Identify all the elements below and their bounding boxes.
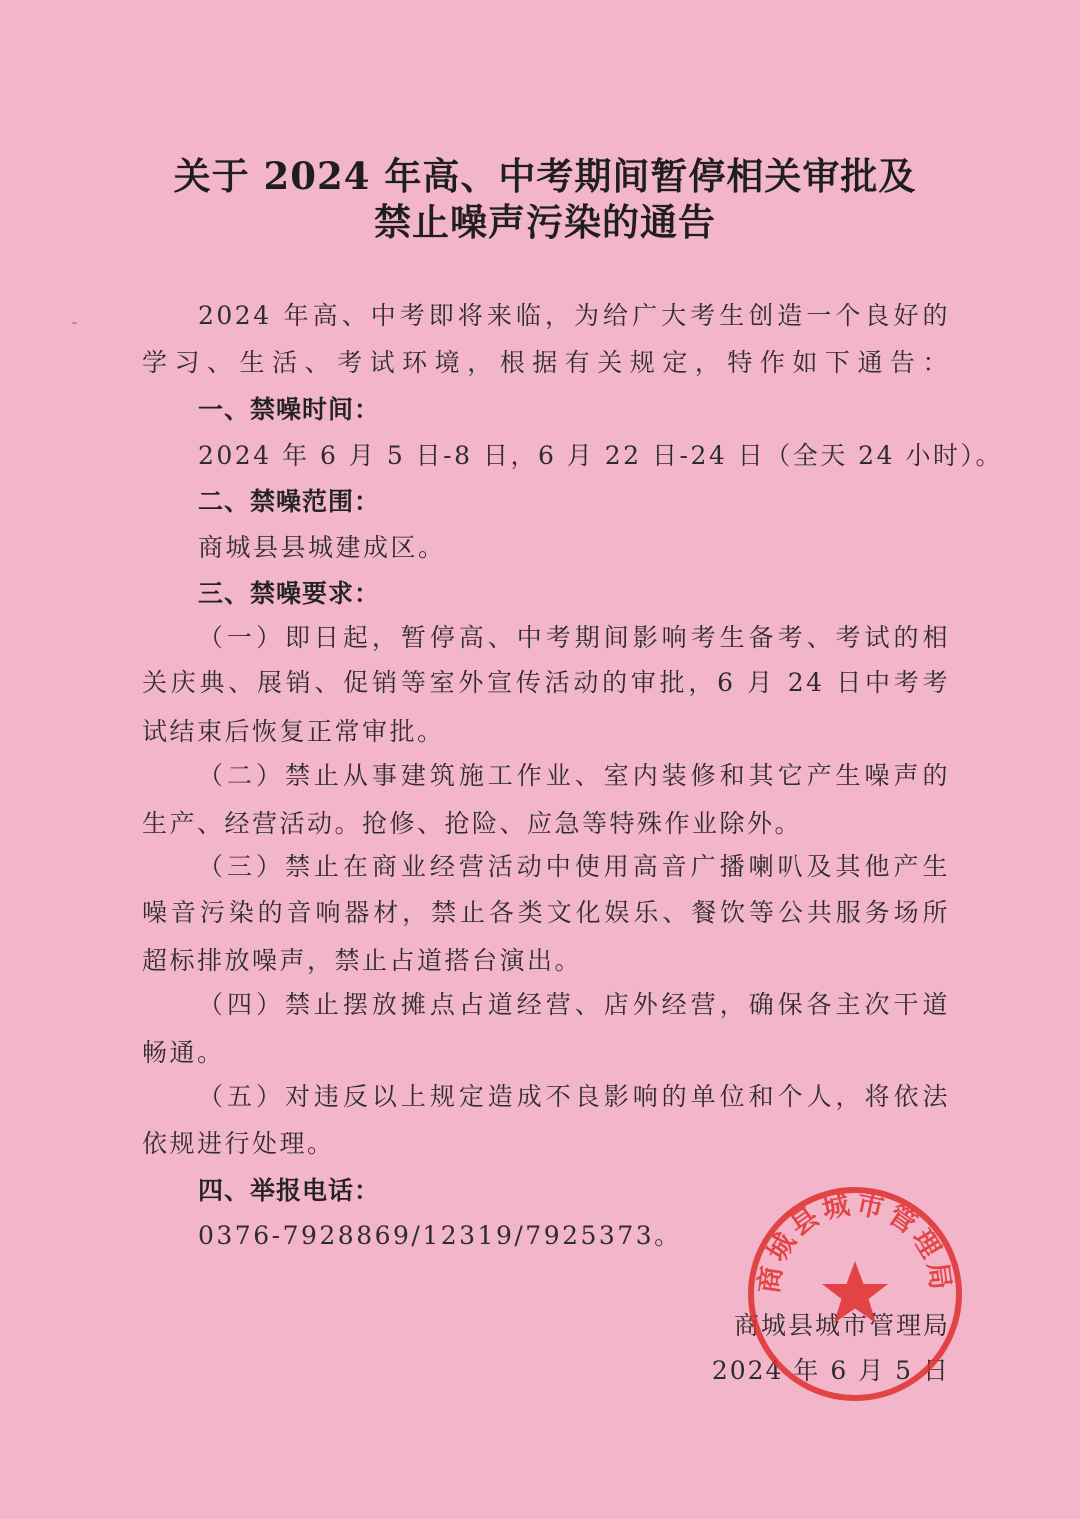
item-3-line-1: （三）禁止在商业经营活动中使用高音广播喇叭及其他产生 — [198, 852, 950, 881]
issue-date: 2024 年 6 月 5 日 — [711, 1356, 950, 1385]
intro-line-1: 2024 年高、中考即将来临，为给广大考生创造一个良好的 — [198, 301, 950, 330]
item-1-line-2: 关庆典、展销、促销等室外宣传活动的审批，6 月 24 日中考考 — [142, 668, 950, 697]
intro-line-2: 学习、生活、考试环境，根据有关规定，特作如下通告： — [142, 348, 950, 377]
item-5-line-2: 依规进行处理。 — [142, 1129, 335, 1158]
section-1-heading: 一、禁噪时间： — [198, 395, 381, 424]
item-4-line-2: 畅通。 — [142, 1038, 225, 1067]
section-4-heading: 四、举报电话： — [198, 1176, 381, 1205]
title-line-2: 禁止噪声污染的通告 — [374, 200, 716, 244]
star-icon — [822, 1261, 888, 1323]
section-2-heading: 二、禁噪范围： — [198, 487, 381, 516]
section-3-heading: 三、禁噪要求： — [198, 579, 381, 608]
section-1-body: 2024 年 6 月 5 日-8 日，6 月 22 日-24 日（全天 24 小时）。 — [198, 441, 1003, 470]
paper-speck — [72, 322, 77, 324]
item-4-line-1: （四）禁止摆放摊点占道经营、店外经营，确保各主次干道 — [198, 990, 950, 1019]
item-1-line-1: （一）即日起，暂停高、中考期间影响考生备考、考试的相 — [198, 623, 950, 652]
official-seal — [744, 1183, 966, 1405]
item-2-line-1: （二）禁止从事建筑施工作业、室内装修和其它产生噪声的 — [198, 761, 950, 790]
seal-text: 商城县城市管理局 — [753, 1188, 957, 1296]
title-line-1: 关于 2024 年高、中考期间暂停相关审批及 — [173, 154, 917, 198]
section-4-body: 0376-7928869/12319/7925373。 — [198, 1221, 682, 1250]
item-1-line-3: 试结束后恢复正常审批。 — [142, 717, 445, 746]
item-3-line-2: 噪音污染的音响器材，禁止各类文化娱乐、餐饮等公共服务场所 — [142, 898, 950, 927]
section-2-body: 商城县县城建成区。 — [198, 533, 446, 562]
item-5-line-1: （五）对违反以上规定造成不良影响的单位和个人，将依法 — [198, 1082, 950, 1111]
item-3-line-3: 超标排放噪声，禁止占道搭台演出。 — [142, 946, 583, 975]
item-2-line-2: 生产、经营活动。抢修、抢险、应急等特殊作业除外。 — [142, 809, 803, 838]
issuer-name: 商城县城市管理局 — [733, 1311, 950, 1340]
